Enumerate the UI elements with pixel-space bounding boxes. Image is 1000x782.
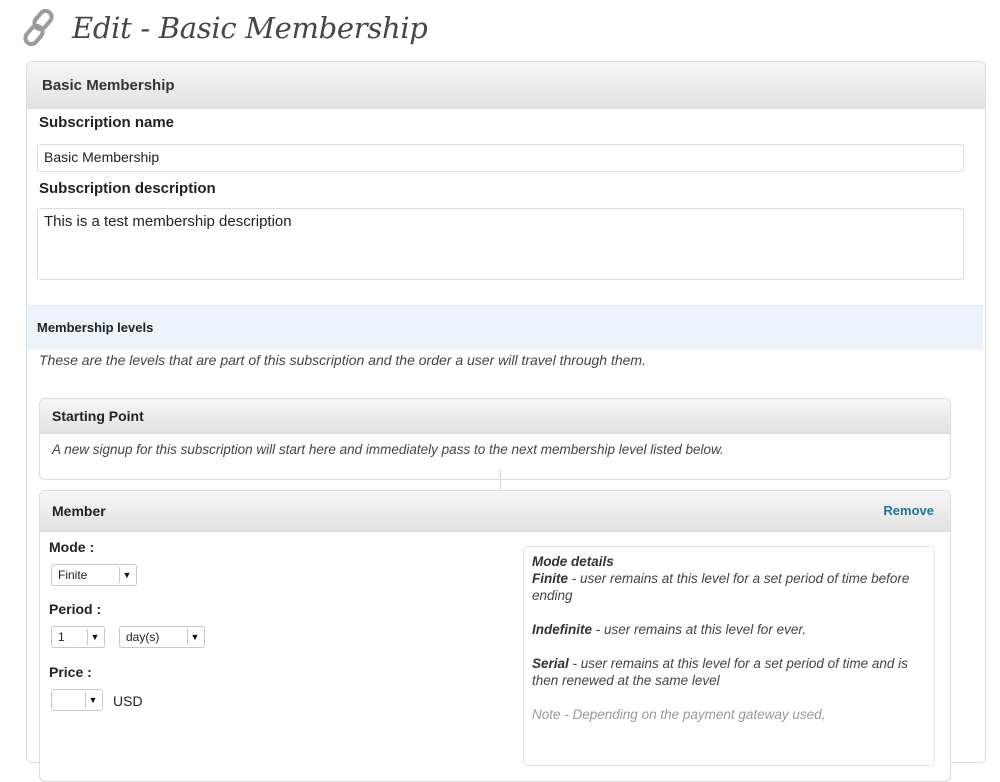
page-header	[20, 6, 428, 50]
mode-details-finite: Finite - user remains at this level for a set period of time before ending	[532, 571, 910, 603]
subscription-name-label: Subscription name	[39, 114, 175, 131]
membership-levels-description: These are the levels that are part of this subscription and the order a user will travel through them.	[39, 352, 646, 368]
membership-level-title: Member	[52, 503, 106, 519]
panel-title: Basic Membership	[27, 62, 985, 109]
period-number-value: 1	[58, 630, 65, 644]
mode-details-box	[523, 546, 935, 766]
subscription-panel	[26, 61, 986, 763]
subscription-description-label: Subscription description	[39, 180, 216, 197]
starting-point-box	[39, 398, 951, 480]
mode-select-value: Finite	[58, 568, 88, 582]
mode-label: Mode :	[49, 539, 95, 555]
membership-levels-bar: Membership levels	[27, 305, 983, 349]
remove-level-link[interactable]: Remove	[883, 503, 934, 518]
mode-details-serial: Serial - user remains at this level for a set period of time and is then renewed at the same level	[532, 656, 908, 688]
link-icon	[20, 7, 62, 49]
period-unit-select[interactable]	[119, 626, 205, 648]
starting-point-description: A new signup for this subscription will start here and immediately pass to the next membership level listed below.	[52, 442, 724, 457]
price-select[interactable]	[51, 689, 103, 711]
mode-details-indefinite: Indefinite - user remains at this level for ever.	[532, 622, 807, 637]
chevron-down-icon: ▼	[87, 629, 102, 645]
page-title: Edit - Basic Membership	[72, 11, 428, 45]
mode-select[interactable]	[51, 564, 137, 586]
period-label: Period :	[49, 601, 102, 617]
subscription-name-input[interactable]: Basic Membership	[37, 144, 964, 172]
chevron-down-icon: ▼	[119, 567, 134, 583]
mode-details-title: Mode details	[532, 554, 614, 569]
chevron-down-icon: ▼	[85, 692, 100, 708]
period-unit-value: day(s)	[126, 630, 160, 644]
starting-point-title: Starting Point	[40, 399, 950, 434]
mode-details-note: Note - Depending on the payment gateway used,	[532, 707, 826, 722]
chevron-down-icon: ▼	[187, 629, 202, 645]
membership-level-header[interactable]	[40, 491, 950, 532]
currency-label: USD	[113, 693, 143, 709]
period-number-select[interactable]	[51, 626, 105, 648]
subscription-description-textarea[interactable]: This is a test membership description	[37, 208, 964, 280]
price-label: Price :	[49, 664, 92, 680]
